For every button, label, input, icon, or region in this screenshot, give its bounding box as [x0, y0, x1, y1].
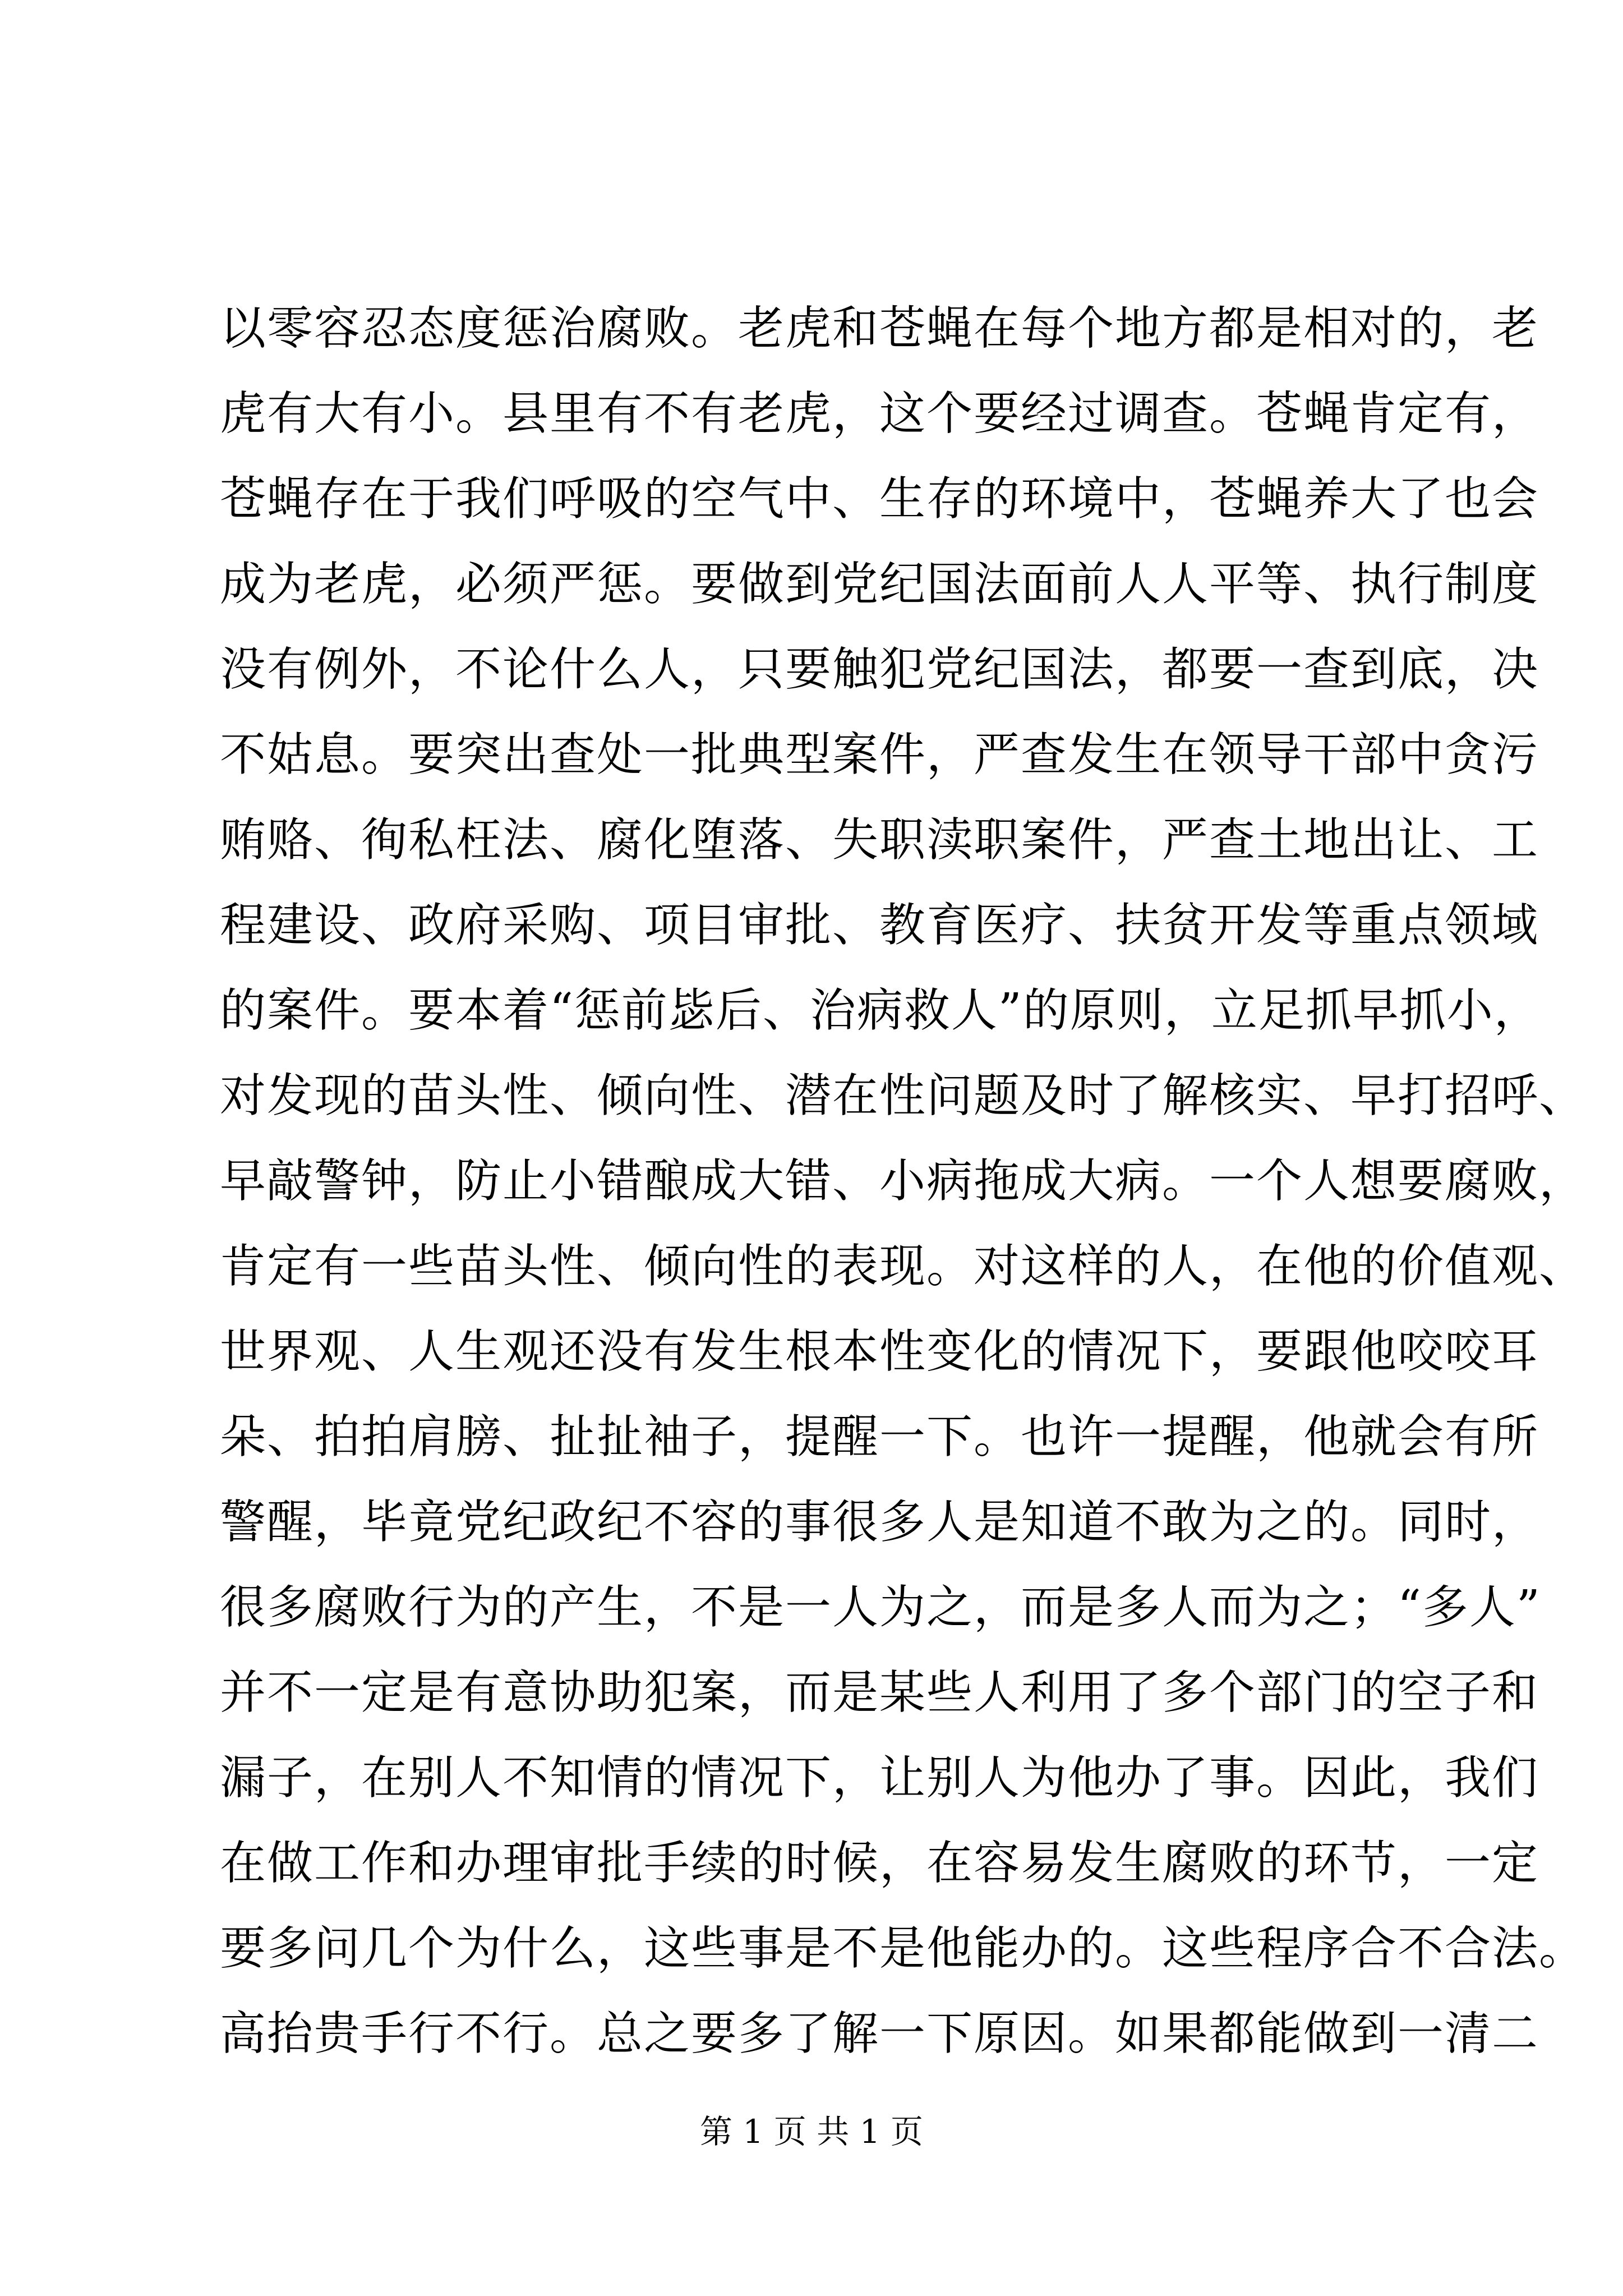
text-line: 在做工作和办理审批手续的时候，在容易发生腐败的环节，一定 — [220, 1837, 1539, 1890]
text-line: 不姑息。要突出查处一批典型案件，严查发生在领导干部中贪污 — [220, 728, 1539, 781]
text-line: 要多问几个为什么，这些事是不是他能办的。这些程序合不合法。 — [220, 1922, 1587, 1975]
text-line: 的案件。要本着“惩前毖后、治病救人”的原则，立足抓早抓小， — [220, 984, 1541, 1037]
text-line: 肯定有一些苗头性、倾向性的表现。对这样的人，在他的价值观、 — [220, 1240, 1587, 1293]
text-line: 高抬贵手行不行。总之要多了解一下原因。如果都能做到一清二 — [220, 2007, 1539, 2060]
text-line: 漏子，在别人不知情的情况下，让别人为他办了事。因此，我们 — [220, 1751, 1539, 1805]
text-line: 朵、拍拍肩膀、扯扯袖子，提醒一下。也许一提醒，他就会有所 — [220, 1410, 1539, 1464]
text-line: 程建设、政府采购、项目审批、教育医疗、扶贫开发等重点领域 — [220, 899, 1539, 952]
text-line: 很多腐败行为的产生，不是一人为之，而是多人而为之；“多人” — [220, 1581, 1541, 1634]
text-line: 以零容忍态度惩治腐败。老虎和苍蝇在每个地方都是相对的，老 — [220, 302, 1539, 355]
text-line: 贿赂、徇私枉法、腐化堕落、失职渎职案件，严查土地出让、工 — [220, 813, 1539, 867]
text-line: 对发现的苗头性、倾向性、潜在性问题及时了解核实、早打招呼、 — [220, 1069, 1587, 1122]
text-line: 成为老虎，必须严惩。要做到党纪国法面前人人平等、执行制度 — [220, 558, 1539, 611]
page-footer: 第 1 页 共 1 页 — [700, 2113, 923, 2151]
text-line: 虎有大有小。县里有不有老虎，这个要经过调查。苍蝇肯定有， — [220, 387, 1539, 440]
text-line: 并不一定是有意协助犯案，而是某些人利用了多个部门的空子和 — [220, 1666, 1539, 1719]
text-line: 没有例外，不论什么人，只要触犯党纪国法，都要一查到底，决 — [220, 643, 1539, 696]
text-line: 警醒，毕竟党纪政纪不容的事很多人是知道不敢为之的。同时， — [220, 1496, 1539, 1549]
body-paragraph — [220, 286, 1587, 2077]
text-line: 苍蝇存在于我们呼吸的空气中、生存的环境中，苍蝇养大了也会 — [220, 472, 1539, 526]
text-line: 早敲警钟，防止小错酿成大错、小病拖成大病。一个人想要腐败， — [220, 1154, 1587, 1208]
text-line: 世界观、人生观还没有发生根本性变化的情况下，要跟他咬咬耳 — [220, 1325, 1539, 1378]
